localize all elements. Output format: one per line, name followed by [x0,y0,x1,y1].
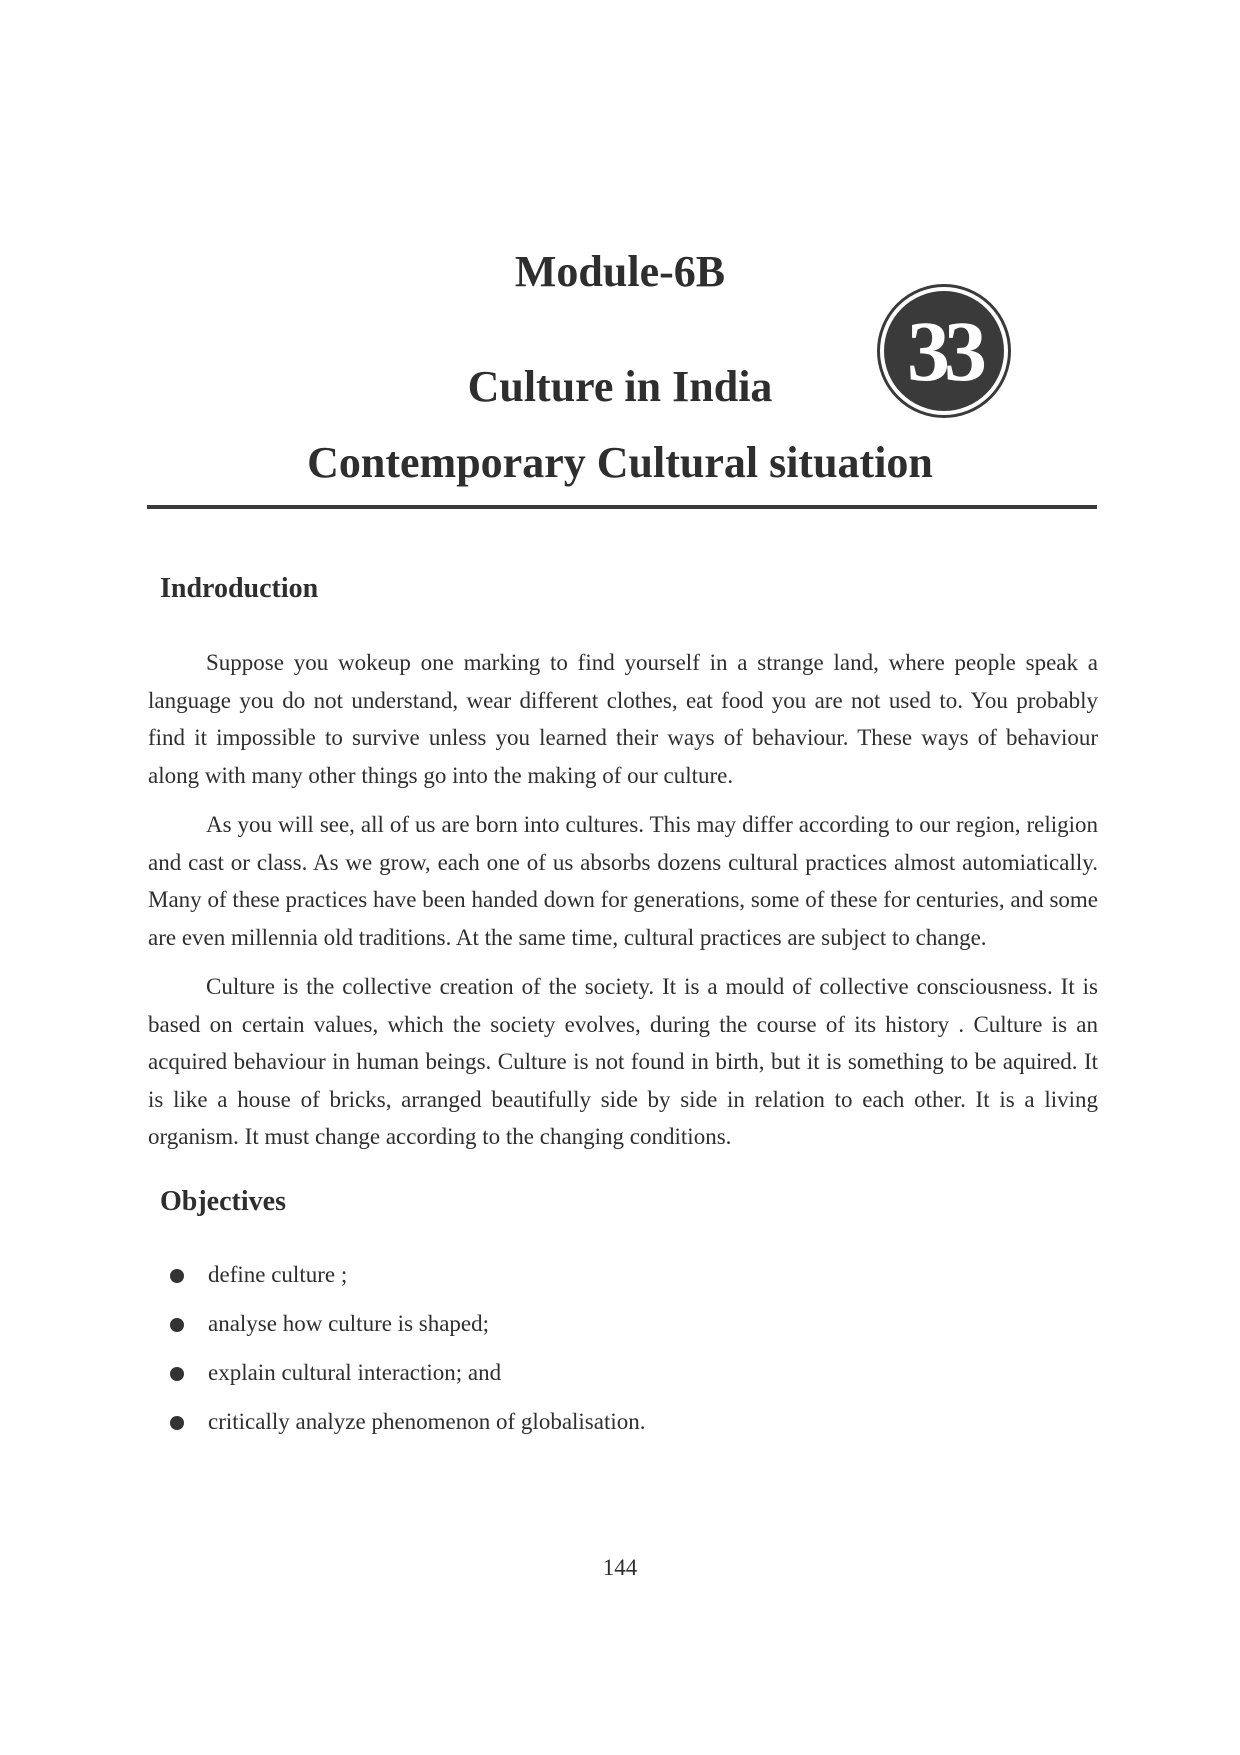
introduction-paragraph-2: As you will see, all of us are born into cultures. This may differ according to our region, religion and cast or class. As we grow, each one of us absorbs dozens cultural practices almost automiatically. Many of these practices have been handed down for generations, some of these for centuries, and some are even millennia old traditions. At the same time, cultural practices are subject to change. [148,812,1098,950]
list-item [170,1405,646,1454]
bullet-icon [170,1367,184,1381]
bullet-icon [170,1269,184,1283]
list-item [170,1356,646,1405]
objective-text: analyse how culture is shaped; [208,1311,490,1336]
objectives-heading: Objectives [160,1186,286,1217]
introduction-paragraph-1: Suppose you wokeup one marking to find yourself in a strange land, where people speak a language you do not understand, wear different clothes, eat food you are not used to. You probably find it impossible to survive unless you learned their ways of behaviour. These ways of behaviour along with many other things go into the making of our culture. [148,650,1098,788]
chapter-title: Culture in India [467,362,773,411]
objective-text: critically analyze phenomenon of globalisation. [208,1409,646,1434]
objectives-list [170,1258,646,1454]
list-item [170,1307,646,1356]
title-divider [147,505,1097,509]
objective-text: explain cultural interaction; and [208,1360,502,1385]
bullet-icon [170,1318,184,1332]
introduction-paragraph-3: Culture is the collective creation of the society. It is a mould of collective consciousness. It is based on certain values, which the society evolves, during the course of its history . Culture is an acquired behaviour in human beings. Culture is not found in birth, but it is something to be aquired. It is like a house of bricks, arranged beautifully side by side in relation to each other. It is a living organism. It must change according to the changing conditions. [148,974,1098,1149]
chapter-number: 33 [884,291,1004,411]
bullet-icon [170,1416,184,1430]
list-item [170,1258,646,1307]
chapter-subtitle: Contemporary Cultural situation [307,438,933,487]
module-title: Module-6B [514,247,726,296]
introduction-body [148,644,1098,1168]
objective-text: define culture ; [208,1262,348,1287]
page-number: 144 [602,1555,638,1580]
introduction-heading: Indroduction [160,573,319,604]
